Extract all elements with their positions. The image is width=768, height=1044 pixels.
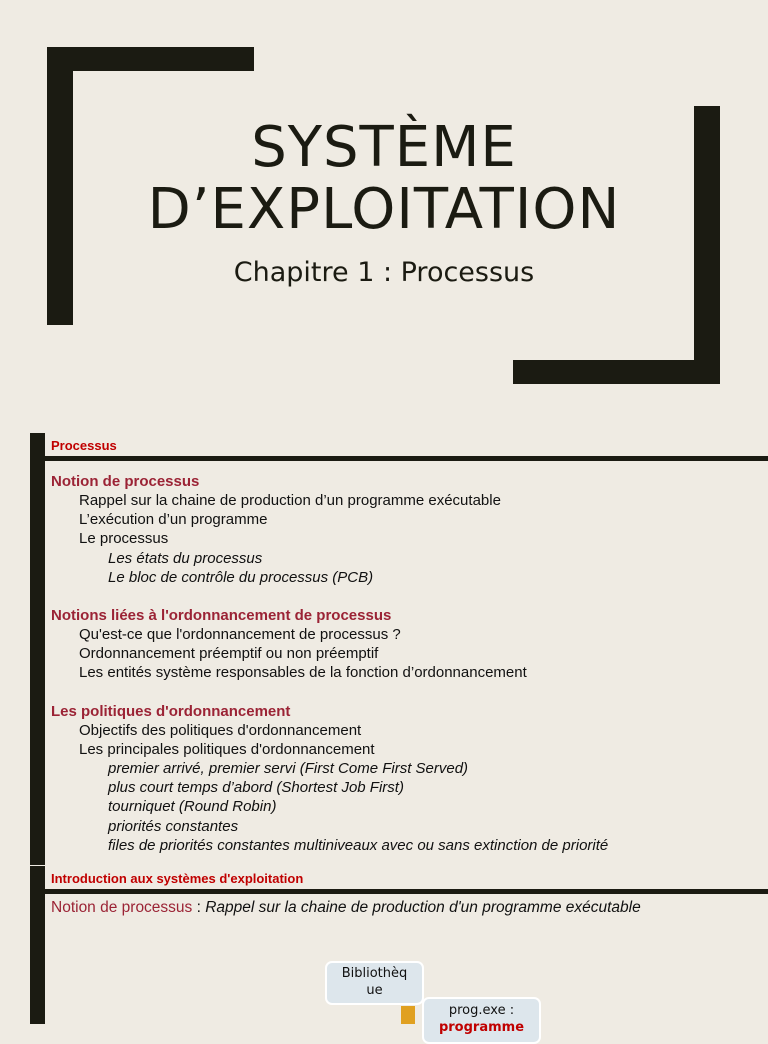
section-title: Notions liées à l'ordonnancement de processus <box>51 607 392 625</box>
slide-heading-line <box>51 899 641 917</box>
title-line-2: D’EXPLOITATION <box>147 177 621 242</box>
toc-item: Ordonnancement préemptif ou non préemptif <box>79 645 379 663</box>
library-box-line-1: Bibliothèq <box>341 966 408 981</box>
toc-item: Les entités système responsables de la fonction d’ordonnancement <box>79 664 527 682</box>
toc-subitem: Le bloc de contrôle du processus (PCB) <box>108 568 374 586</box>
slide-header: Processus <box>51 438 117 453</box>
toc-item: Qu'est-ce que l'ordonnancement de processus ? <box>79 626 401 644</box>
library-box-line-2: ue <box>366 983 383 998</box>
toc-subitem: premier arrivé, premier servi (First Come First Served) <box>108 760 469 778</box>
section-title: Notion de processus <box>51 473 200 490</box>
bracket-top-left-horizontal <box>47 47 254 71</box>
intro-slide <box>0 866 768 1035</box>
toc-subitem: plus court temps d’abord (Shortest Job First) <box>108 779 404 797</box>
toc-item: Le processus <box>79 530 169 548</box>
toc-subitem: priorités constantes <box>108 817 239 835</box>
toc-subitem: Les états du processus <box>108 549 263 567</box>
heading-separator: : <box>192 899 206 916</box>
bracket-bottom-right-horizontal <box>513 360 720 384</box>
program-box-line-2: programme <box>438 1020 525 1035</box>
toc-item: L’exécution d’un programme <box>79 511 268 529</box>
heading-italic-text: Rappel sur la chaine de production d'un programme exécutable <box>205 899 641 916</box>
section-title: Les politiques d'ordonnancement <box>51 702 291 720</box>
slide-header: Introduction aux systèmes d'exploitation <box>51 871 304 886</box>
title-slide <box>0 0 768 418</box>
toc-item: Objectifs des politiques d'ordonnancement <box>79 721 362 739</box>
heading-red-text: Notion de processus <box>51 899 193 916</box>
slide-subtitle: Chapitre 1 : Processus <box>233 257 535 288</box>
slide-title <box>0 117 768 241</box>
title-line-1: SYSTÈME <box>251 115 517 180</box>
toc-subitem: tourniquet (Round Robin) <box>108 798 277 816</box>
library-box <box>325 961 424 1005</box>
table-of-contents <box>51 472 608 855</box>
header-divider <box>30 889 768 894</box>
toc-item: Rappel sur la chaine de production d’un programme exécutable <box>79 492 501 509</box>
toc-slide <box>0 433 768 865</box>
left-accent-bar <box>30 433 45 865</box>
program-box <box>422 997 541 1044</box>
toc-subitem: files de priorités constantes multiniveaux avec ou sans extinction de priorité <box>108 836 609 854</box>
program-box-line-1: prog.exe : <box>448 1003 515 1018</box>
toc-item: Les principales politiques d'ordonnancement <box>79 740 375 758</box>
header-divider <box>30 456 768 461</box>
diagram-connector <box>401 1006 415 1024</box>
